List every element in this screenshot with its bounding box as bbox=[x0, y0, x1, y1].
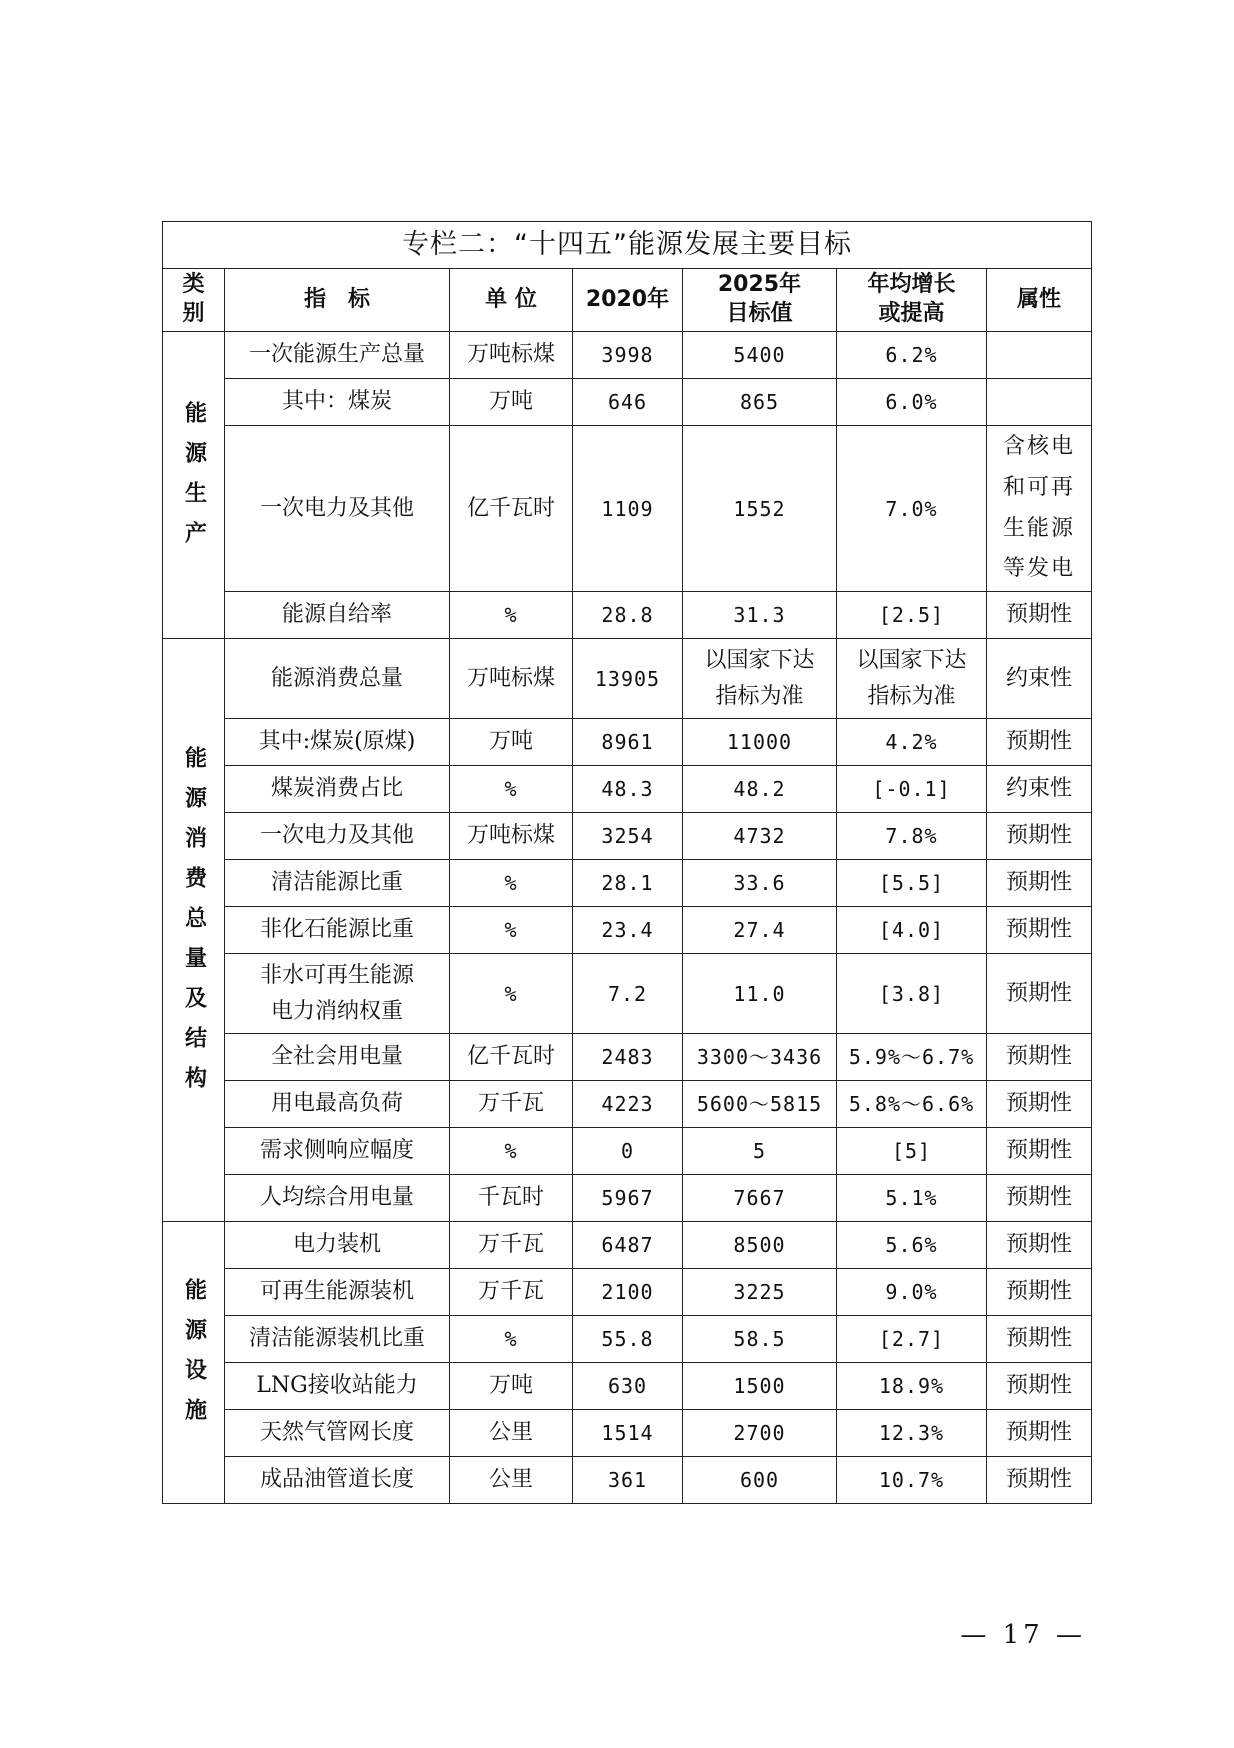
indicator-cell: 全社会用电量 bbox=[225, 1034, 450, 1081]
unit-cell: 万千瓦 bbox=[450, 1222, 573, 1269]
growth-cell: [4.0] bbox=[837, 907, 987, 954]
unit-cell: 公里 bbox=[450, 1410, 573, 1457]
growth-cell: 7.0% bbox=[837, 426, 987, 592]
indicator-cell: 可再生能源装机 bbox=[225, 1269, 450, 1316]
y2020-cell: 13905 bbox=[573, 639, 683, 719]
growth-cell: 7.8% bbox=[837, 813, 987, 860]
growth-cell: 6.2% bbox=[837, 332, 987, 379]
indicator-cell: 其中:煤炭(原煤) bbox=[225, 719, 450, 766]
indicator-cell: 天然气管网长度 bbox=[225, 1410, 450, 1457]
indicator-cell: 电力装机 bbox=[225, 1222, 450, 1269]
attribute-cell: 预期性 bbox=[987, 954, 1092, 1034]
attribute-cell: 预期性 bbox=[987, 719, 1092, 766]
indicator-cell: 人均综合用电量 bbox=[225, 1175, 450, 1222]
indicator-cell: 一次电力及其他 bbox=[225, 426, 450, 592]
table-row bbox=[163, 1410, 1092, 1457]
growth-cell: [-0.1] bbox=[837, 766, 987, 813]
unit-cell: % bbox=[450, 592, 573, 639]
indicator-cell: 需求侧响应幅度 bbox=[225, 1128, 450, 1175]
unit-cell: % bbox=[450, 860, 573, 907]
growth-cell: 18.9% bbox=[837, 1363, 987, 1410]
y2025-cell: 5600～5815 bbox=[683, 1081, 837, 1128]
unit-cell: 亿千瓦时 bbox=[450, 1034, 573, 1081]
attribute-cell: 预期性 bbox=[987, 592, 1092, 639]
attribute-cell: 预期性 bbox=[987, 1457, 1092, 1504]
table-row bbox=[163, 860, 1092, 907]
growth-cell: 5.1% bbox=[837, 1175, 987, 1222]
attribute-cell: 预期性 bbox=[987, 1222, 1092, 1269]
growth-cell: [2.5] bbox=[837, 592, 987, 639]
table-row bbox=[163, 766, 1092, 813]
y2025-cell: 865 bbox=[683, 379, 837, 426]
y2020-cell: 4223 bbox=[573, 1081, 683, 1128]
table-row bbox=[163, 426, 1092, 592]
y2020-cell: 3998 bbox=[573, 332, 683, 379]
header-unit: 单 位 bbox=[450, 269, 573, 332]
table-row bbox=[163, 954, 1092, 1034]
growth-cell: [2.7] bbox=[837, 1316, 987, 1363]
attribute-cell: 预期性 bbox=[987, 1034, 1092, 1081]
attribute-cell: 预期性 bbox=[987, 1363, 1092, 1410]
table-row bbox=[163, 1128, 1092, 1175]
attribute-cell: 预期性 bbox=[987, 1410, 1092, 1457]
attribute-cell: 约束性 bbox=[987, 766, 1092, 813]
y2025-cell: 4732 bbox=[683, 813, 837, 860]
table-row bbox=[163, 592, 1092, 639]
unit-cell: % bbox=[450, 907, 573, 954]
y2025-cell: 11.0 bbox=[683, 954, 837, 1034]
attribute-cell: 预期性 bbox=[987, 860, 1092, 907]
attribute-cell bbox=[987, 332, 1092, 379]
category-label: 能源生产 bbox=[181, 400, 207, 561]
unit-cell: 千瓦时 bbox=[450, 1175, 573, 1222]
y2020-cell: 2483 bbox=[573, 1034, 683, 1081]
growth-cell: 5.6% bbox=[837, 1222, 987, 1269]
indicator-cell: 成品油管道长度 bbox=[225, 1457, 450, 1504]
attribute-cell: 预期性 bbox=[987, 1175, 1092, 1222]
y2025-cell: 5400 bbox=[683, 332, 837, 379]
y2020-cell: 5967 bbox=[573, 1175, 683, 1222]
y2020-cell: 6487 bbox=[573, 1222, 683, 1269]
y2020-cell: 23.4 bbox=[573, 907, 683, 954]
y2020-cell: 646 bbox=[573, 379, 683, 426]
attribute-cell: 预期性 bbox=[987, 1269, 1092, 1316]
indicator-cell: LNG接收站能力 bbox=[225, 1363, 450, 1410]
header-category: 类别 bbox=[163, 269, 225, 332]
unit-cell: 万吨标煤 bbox=[450, 639, 573, 719]
header-2025: 2025年目标值 bbox=[683, 269, 837, 332]
table-row bbox=[163, 379, 1092, 426]
table-row bbox=[163, 1363, 1092, 1410]
category-cell bbox=[163, 639, 225, 1222]
y2025-cell: 3300～3436 bbox=[683, 1034, 837, 1081]
unit-cell: 万千瓦 bbox=[450, 1269, 573, 1316]
y2020-cell: 8961 bbox=[573, 719, 683, 766]
indicator-cell: 能源自给率 bbox=[225, 592, 450, 639]
unit-cell: % bbox=[450, 1128, 573, 1175]
unit-cell: 亿千瓦时 bbox=[450, 426, 573, 592]
table-header-row bbox=[163, 269, 1092, 332]
table-row bbox=[163, 719, 1092, 766]
category-cell bbox=[163, 332, 225, 639]
table-row bbox=[163, 1222, 1092, 1269]
y2020-cell: 7.2 bbox=[573, 954, 683, 1034]
attribute-cell: 含核电和可再生能源等发电 bbox=[987, 426, 1092, 592]
growth-cell: [5.5] bbox=[837, 860, 987, 907]
table-row bbox=[163, 1175, 1092, 1222]
y2025-cell: 7667 bbox=[683, 1175, 837, 1222]
indicator-cell: 一次能源生产总量 bbox=[225, 332, 450, 379]
indicator-cell: 非水可再生能源电力消纳权重 bbox=[225, 954, 450, 1034]
y2025-cell: 600 bbox=[683, 1457, 837, 1504]
y2025-cell: 2700 bbox=[683, 1410, 837, 1457]
y2025-cell: 5 bbox=[683, 1128, 837, 1175]
indicator-cell: 能源消费总量 bbox=[225, 639, 450, 719]
growth-cell: [5] bbox=[837, 1128, 987, 1175]
unit-cell: 万吨标煤 bbox=[450, 332, 573, 379]
table-row bbox=[163, 813, 1092, 860]
y2025-cell: 8500 bbox=[683, 1222, 837, 1269]
table-row bbox=[163, 1457, 1092, 1504]
unit-cell: % bbox=[450, 1316, 573, 1363]
growth-cell: 以国家下达指标为准 bbox=[837, 639, 987, 719]
unit-cell: 万吨标煤 bbox=[450, 813, 573, 860]
category-cell bbox=[163, 1222, 225, 1504]
y2020-cell: 2100 bbox=[573, 1269, 683, 1316]
unit-cell: 万吨 bbox=[450, 379, 573, 426]
header-attribute: 属性 bbox=[987, 269, 1092, 332]
indicator-cell: 煤炭消费占比 bbox=[225, 766, 450, 813]
y2020-cell: 630 bbox=[573, 1363, 683, 1410]
indicator-cell: 其中：煤炭 bbox=[225, 379, 450, 426]
y2020-cell: 0 bbox=[573, 1128, 683, 1175]
y2025-cell: 1500 bbox=[683, 1363, 837, 1410]
table-row bbox=[163, 907, 1092, 954]
y2020-cell: 1109 bbox=[573, 426, 683, 592]
category-label: 能源消费总量及结构 bbox=[181, 745, 207, 1106]
y2020-cell: 361 bbox=[573, 1457, 683, 1504]
table-row bbox=[163, 639, 1092, 719]
y2025-cell: 33.6 bbox=[683, 860, 837, 907]
attribute-cell: 预期性 bbox=[987, 1128, 1092, 1175]
y2025-cell: 27.4 bbox=[683, 907, 837, 954]
y2020-cell: 28.8 bbox=[573, 592, 683, 639]
table-row bbox=[163, 1269, 1092, 1316]
indicator-cell: 清洁能源比重 bbox=[225, 860, 450, 907]
y2025-cell: 31.3 bbox=[683, 592, 837, 639]
category-label: 能源设施 bbox=[181, 1278, 207, 1439]
growth-cell: 10.7% bbox=[837, 1457, 987, 1504]
y2025-cell: 48.2 bbox=[683, 766, 837, 813]
y2020-cell: 48.3 bbox=[573, 766, 683, 813]
growth-cell: 9.0% bbox=[837, 1269, 987, 1316]
attribute-cell bbox=[987, 379, 1092, 426]
unit-cell: % bbox=[450, 954, 573, 1034]
attribute-cell: 预期性 bbox=[987, 1316, 1092, 1363]
y2020-cell: 1514 bbox=[573, 1410, 683, 1457]
table-body bbox=[163, 332, 1092, 1504]
unit-cell: 万吨 bbox=[450, 719, 573, 766]
page-number: — 17 — bbox=[960, 1620, 1086, 1650]
header-2020: 2020年 bbox=[573, 269, 683, 332]
attribute-cell: 预期性 bbox=[987, 813, 1092, 860]
header-growth: 年均增长或提高 bbox=[837, 269, 987, 332]
table-row bbox=[163, 332, 1092, 379]
growth-cell: 5.9%～6.7% bbox=[837, 1034, 987, 1081]
growth-cell: 4.2% bbox=[837, 719, 987, 766]
y2020-cell: 28.1 bbox=[573, 860, 683, 907]
unit-cell: 万千瓦 bbox=[450, 1081, 573, 1128]
unit-cell: % bbox=[450, 766, 573, 813]
attribute-cell: 预期性 bbox=[987, 907, 1092, 954]
y2020-cell: 3254 bbox=[573, 813, 683, 860]
table-title: 专栏二：“十四五”能源发展主要目标 bbox=[163, 222, 1092, 269]
energy-goals-table bbox=[162, 221, 1092, 1504]
y2025-cell: 3225 bbox=[683, 1269, 837, 1316]
table-row bbox=[163, 1034, 1092, 1081]
attribute-cell: 预期性 bbox=[987, 1081, 1092, 1128]
indicator-cell: 非化石能源比重 bbox=[225, 907, 450, 954]
unit-cell: 公里 bbox=[450, 1457, 573, 1504]
unit-cell: 万吨 bbox=[450, 1363, 573, 1410]
growth-cell: 5.8%～6.6% bbox=[837, 1081, 987, 1128]
y2025-cell: 1552 bbox=[683, 426, 837, 592]
indicator-cell: 一次电力及其他 bbox=[225, 813, 450, 860]
indicator-cell: 清洁能源装机比重 bbox=[225, 1316, 450, 1363]
growth-cell: 12.3% bbox=[837, 1410, 987, 1457]
growth-cell: [3.8] bbox=[837, 954, 987, 1034]
y2025-cell: 11000 bbox=[683, 719, 837, 766]
indicator-cell: 用电最高负荷 bbox=[225, 1081, 450, 1128]
growth-cell: 6.0% bbox=[837, 379, 987, 426]
table-row bbox=[163, 1081, 1092, 1128]
y2025-cell: 以国家下达指标为准 bbox=[683, 639, 837, 719]
y2025-cell: 58.5 bbox=[683, 1316, 837, 1363]
attribute-cell: 约束性 bbox=[987, 639, 1092, 719]
table-row bbox=[163, 1316, 1092, 1363]
y2020-cell: 55.8 bbox=[573, 1316, 683, 1363]
header-indicator: 指 标 bbox=[225, 269, 450, 332]
